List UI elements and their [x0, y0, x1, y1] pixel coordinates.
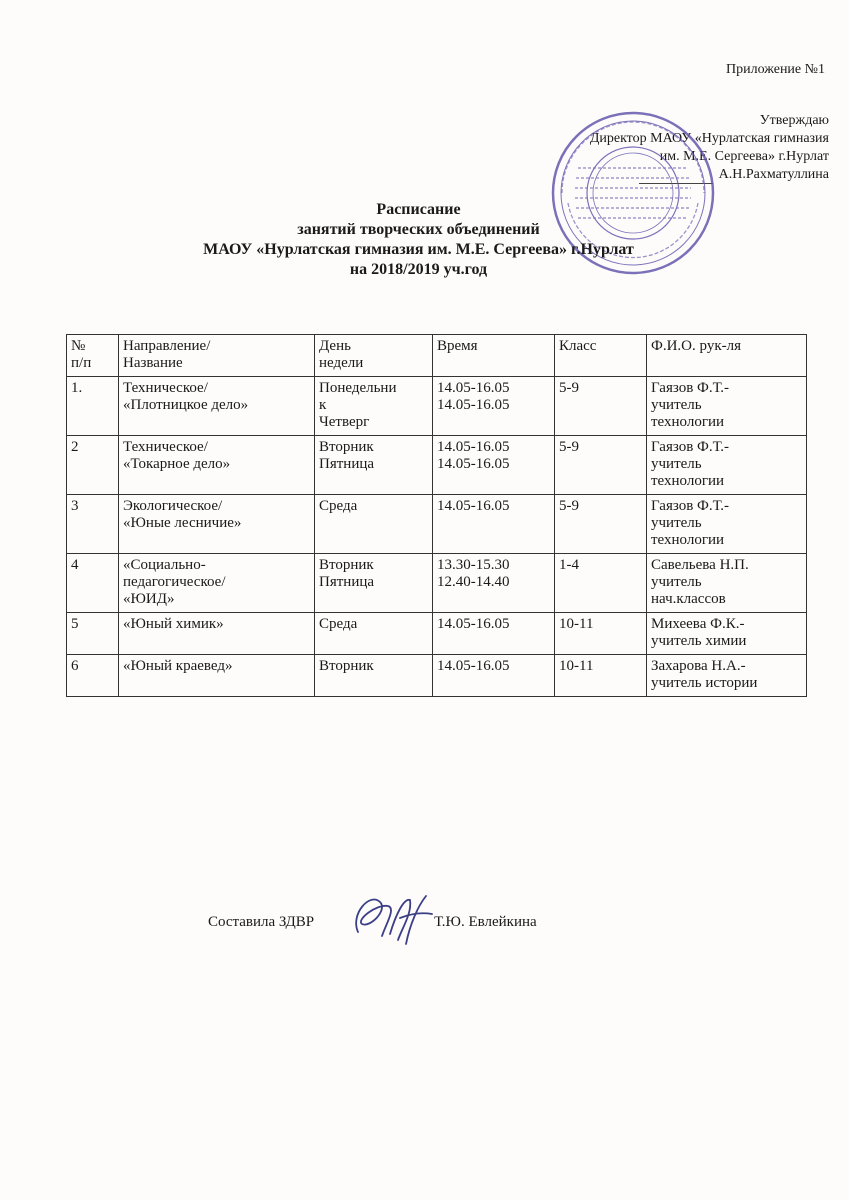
document-title [0, 200, 849, 280]
row-day: Среда [315, 613, 433, 655]
row-class: 5-9 [555, 495, 647, 554]
row-number: 1. [67, 377, 119, 436]
row-time: 14.05-16.05 [433, 613, 555, 655]
table-row [67, 554, 807, 613]
row-day: Среда [315, 495, 433, 554]
header-leader: Ф.И.О. рук-ля [647, 335, 807, 377]
row-leader: Гаязов Ф.Т.- учитель технологии [647, 436, 807, 495]
row-direction: «Юный химик» [119, 613, 315, 655]
row-direction: Техническое/ «Плотницкое дело» [119, 377, 315, 436]
header-number: № п/п [67, 335, 119, 377]
row-direction: Экологическое/ «Юные лесничие» [119, 495, 315, 554]
row-number: 5 [67, 613, 119, 655]
title-line-4: на 2018/2019 уч.год [349, 261, 488, 278]
table-row [67, 495, 807, 554]
composer-role: Составила ЗДВР [208, 914, 315, 930]
appendix-label: Приложение №1 [726, 62, 825, 77]
row-leader: Гаязов Ф.Т.- учитель технологии [647, 377, 807, 436]
table-row [67, 655, 807, 697]
row-number: 3 [67, 495, 119, 554]
row-leader: Михеева Ф.К.- учитель химии [647, 613, 807, 655]
row-leader: Захарова Н.А.- учитель истории [647, 655, 807, 697]
header-time: Время [433, 335, 555, 377]
row-direction: Техническое/ «Токарное дело» [119, 436, 315, 495]
row-class: 5-9 [555, 436, 647, 495]
title-line-3: МАОУ «Нурлатская гимназия им. М.Е. Сергеева» г.Нурлат [203, 241, 634, 258]
row-class: 1-4 [555, 554, 647, 613]
row-day: Вторник [315, 655, 433, 697]
row-time: 14.05-16.05 14.05-16.05 [433, 436, 555, 495]
row-class: 10-11 [555, 655, 647, 697]
row-direction: «Социально- педагогическое/ «ЮИД» [119, 554, 315, 613]
row-time: 14.05-16.05 [433, 655, 555, 697]
row-direction: «Юный краевед» [119, 655, 315, 697]
director-line: Директор МАОУ «Нурлатская гимназия [589, 131, 829, 146]
row-time: 14.05-16.05 [433, 495, 555, 554]
row-leader: Гаязов Ф.Т.- учитель технологии [647, 495, 807, 554]
table-header-row [67, 335, 807, 377]
table-row [67, 436, 807, 495]
title-line-1: Расписание [376, 201, 461, 218]
table-row [67, 613, 807, 655]
school-line: им. М.Е. Сергеева» г.Нурлат [659, 149, 829, 164]
header-day: День недели [315, 335, 433, 377]
row-time: 13.30-15.30 12.40-14.40 [433, 554, 555, 613]
row-day: Понедельни к Четверг [315, 377, 433, 436]
row-day: Вторник Пятница [315, 554, 433, 613]
row-number: 6 [67, 655, 119, 697]
approve-word: Утверждаю [759, 113, 829, 128]
director-name: А.Н.Рахматуллина [718, 167, 829, 182]
row-number: 4 [67, 554, 119, 613]
row-class: 5-9 [555, 377, 647, 436]
signature-icon [340, 884, 440, 954]
title-line-2: занятий творческих объединений [297, 221, 540, 238]
row-leader: Савельева Н.П. учитель нач.классов [647, 554, 807, 613]
header-direction: Направление/ Название [119, 335, 315, 377]
table-row [67, 377, 807, 436]
composer-name: Т.Ю. Евлейкина [434, 914, 537, 930]
schedule-table [66, 334, 807, 697]
header-class: Класс [555, 335, 647, 377]
row-class: 10-11 [555, 613, 647, 655]
row-time: 14.05-16.05 14.05-16.05 [433, 377, 555, 436]
row-day: Вторник Пятница [315, 436, 433, 495]
row-number: 2 [67, 436, 119, 495]
